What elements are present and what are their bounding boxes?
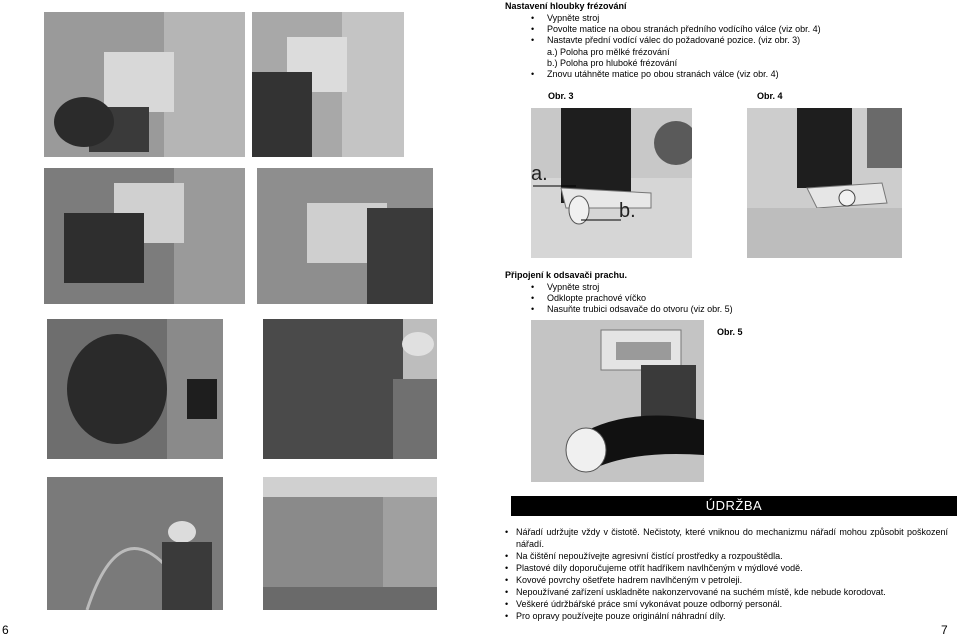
fig4-caption: Obr. 4 bbox=[757, 91, 783, 101]
dust-extractor-list bbox=[505, 282, 945, 316]
list-item: b.) Poloha pro hluboké frézování bbox=[547, 57, 678, 68]
list-item: • Vypněte stroj bbox=[505, 13, 945, 24]
photo-tool-brick-wall bbox=[257, 168, 433, 304]
list-item: • Povolte matice na obou stranách předního vodícího válce (viz obr. 4) bbox=[505, 24, 945, 35]
photo-fig5-dust-port bbox=[531, 320, 704, 482]
list-item: • Odklopte prachové víčko bbox=[505, 293, 945, 304]
photo-brick-wall-slot bbox=[263, 477, 437, 610]
list-item: • Nastavte přední vodící válec do požadované pozice. (viz obr. 3) bbox=[505, 35, 945, 46]
maintenance-list bbox=[505, 526, 948, 622]
maintenance-heading: ÚDRŽBA bbox=[511, 496, 957, 516]
fig5-caption: Obr. 5 bbox=[717, 327, 743, 337]
photo-worker-helmet-wall bbox=[263, 319, 437, 459]
photo-fig4-roller bbox=[747, 108, 902, 258]
section-title-dust-extractor: Připojení k odsavači prachu. bbox=[505, 270, 628, 280]
page-number-left: 6 bbox=[2, 623, 9, 637]
list-item: • Nepoužívané zařízení uskladněte nakonzervované na suchém místě, kde nebude korodovat. bbox=[505, 586, 948, 598]
list-item: • Nářadí udržujte vždy v čistotě. Nečistoty, které vniknou do mechanizmu nářadí mohou způsobit poškození nářadí. bbox=[505, 526, 948, 550]
list-item: a.) Poloha pro mělké frézování bbox=[547, 46, 670, 57]
list-item: • Vypněte stroj bbox=[505, 282, 945, 293]
photo-worker-brick-wall bbox=[47, 319, 223, 459]
list-item: • Veškeré údržbářské práce smí vykonávat pouze odborný personál. bbox=[505, 598, 948, 610]
photo-tool-on-wall-2 bbox=[252, 12, 404, 157]
section-title-milling-depth: Nastavení hloubky frézování bbox=[505, 1, 627, 11]
page-number-right: 7 bbox=[941, 623, 948, 637]
list-item: • Znovu utáhněte matice po obou stranách válce (viz obr. 4) bbox=[505, 69, 945, 80]
fig3-label-b: b. bbox=[619, 200, 636, 222]
list-item: • Kovové povrchy ošetřete hadrem navlhčeným v petroleji. bbox=[505, 574, 948, 586]
list-item: • Pro opravy používejte pouze originální náhradní díly. bbox=[505, 610, 948, 622]
fig3-label-a: a. bbox=[531, 163, 548, 185]
milling-depth-list bbox=[505, 13, 945, 80]
list-item: • Plastové díly doporučujeme otřít hadříkem navlhčeným v mýdlové vodě. bbox=[505, 562, 948, 574]
fig3-caption: Obr. 3 bbox=[548, 91, 574, 101]
photo-tool-on-wall-1 bbox=[44, 12, 245, 157]
list-item: • Na čištění nepoužívejte agresivní čistící prostředky a rozpouštědla. bbox=[505, 550, 948, 562]
photo-worker-curved-slot bbox=[47, 477, 223, 610]
list-item: • Nasuňte trubici odsavače do otvoru (viz obr. 5) bbox=[505, 304, 945, 315]
photo-fig3-roller bbox=[531, 108, 692, 258]
photo-tool-brick-corner bbox=[44, 168, 245, 304]
